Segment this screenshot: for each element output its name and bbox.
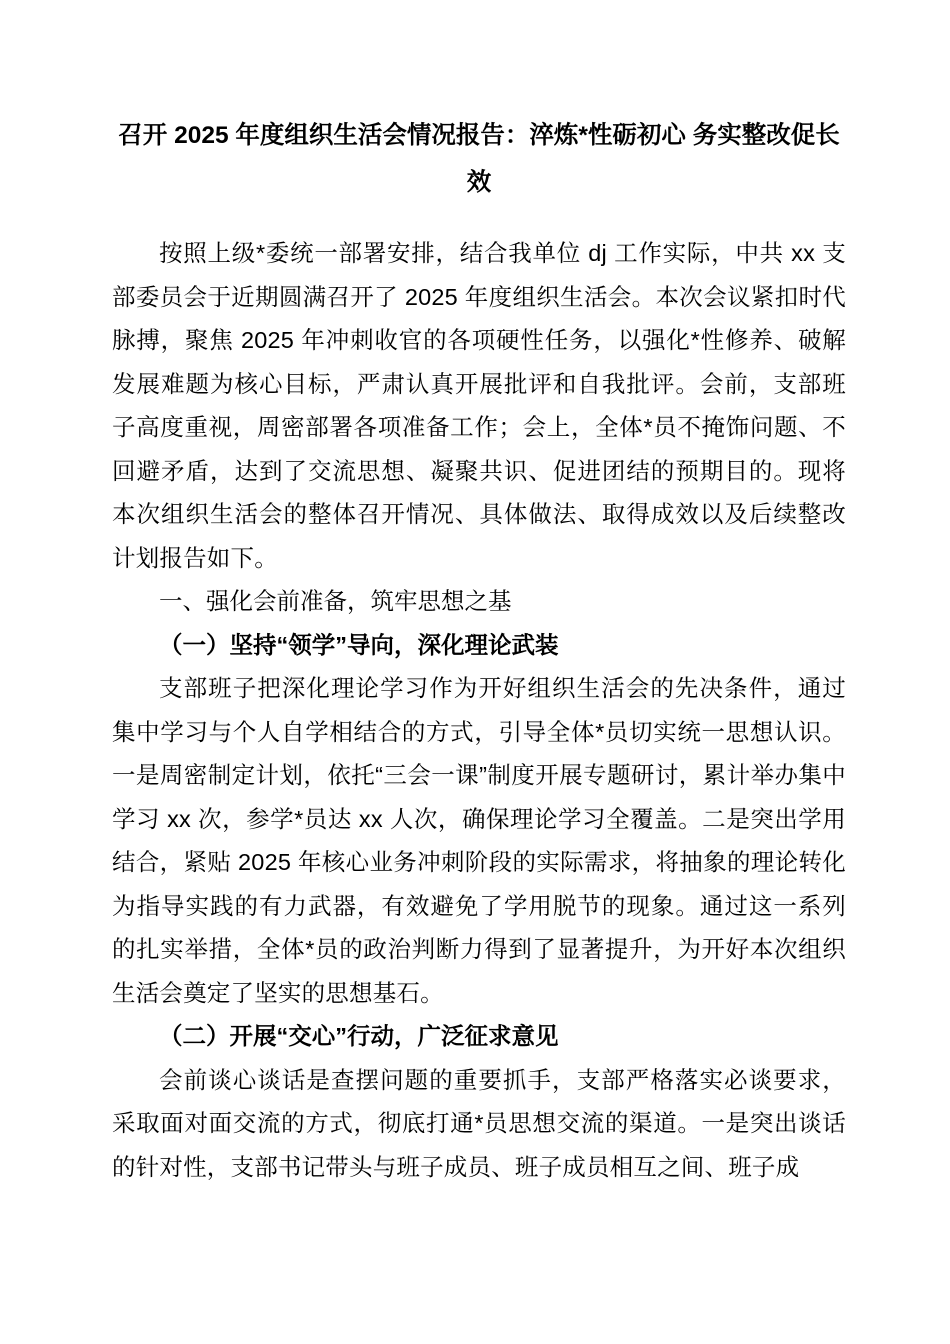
document-title: 召开 2025 年度组织生活会情况报告：淬炼*性砺初心 务实整改促长效	[118, 122, 840, 196]
paragraph-subsection-1-2: 会前谈心谈话是查摆问题的重要抓手，支部严格落实必谈要求，采取面对面交流的方式，彻底打通*员思想交流的渠道。一是突出谈话的针对性，支部书记带头与班子成员、班子成员相互之间、班子成	[112, 1066, 846, 1180]
subsection-heading-1-2: （二）开展“交心”行动，广泛征求意见	[159, 1023, 559, 1049]
subsection-heading-1-1: （一）坚持“领学”导向，深化理论武装	[159, 631, 559, 658]
paragraph-subsection-1-1: 支部班子把深化理论学习作为开好组织生活会的先决条件，通过集中学习与个人自学相结合的方式，引导全体*员切实统一思想认识。一是周密制定计划，依托“三会一课”制度开展专题研讨，累计举办集中学习 xx 次，参学*员达 xx 人次，确保理论学习全覆盖。二是突出学用结合，紧贴 2025 年核心业务冲刺阶段的实际需求，将抽象的理论转化为指导实践的有力武器，有效避免了学用脱节的现象。通过这一系列的扎实举措，全体*员的政治判断力得到了显著提升，为开好本次组织生活会奠定了坚实的思想基石。	[112, 675, 846, 1006]
paragraph-intro: 按照上级*委统一部署安排，结合我单位 dj 工作实际，中共 xx 支部委员会于近期圆满召开了 2025 年度组织生活会。本次会议紧扣时代脉搏，聚焦 2025 年冲刺收官的各项硬性任务，以强化*性修养、破解发展难题为核心目标，严肃认真开展批评和自我批评。会前，支部班子高度重视，周密部署各项准备工作；会上，全体*员不掩饰问题、不回避矛盾，达到了交流思想、凝聚共识、促进团结的预期目的。现将本次组织生活会的整体召开情况、具体做法、取得成效以及后续整改计划报告如下。	[112, 240, 846, 571]
section-heading-1: 一、强化会前准备，筑牢思想之基	[159, 588, 512, 614]
